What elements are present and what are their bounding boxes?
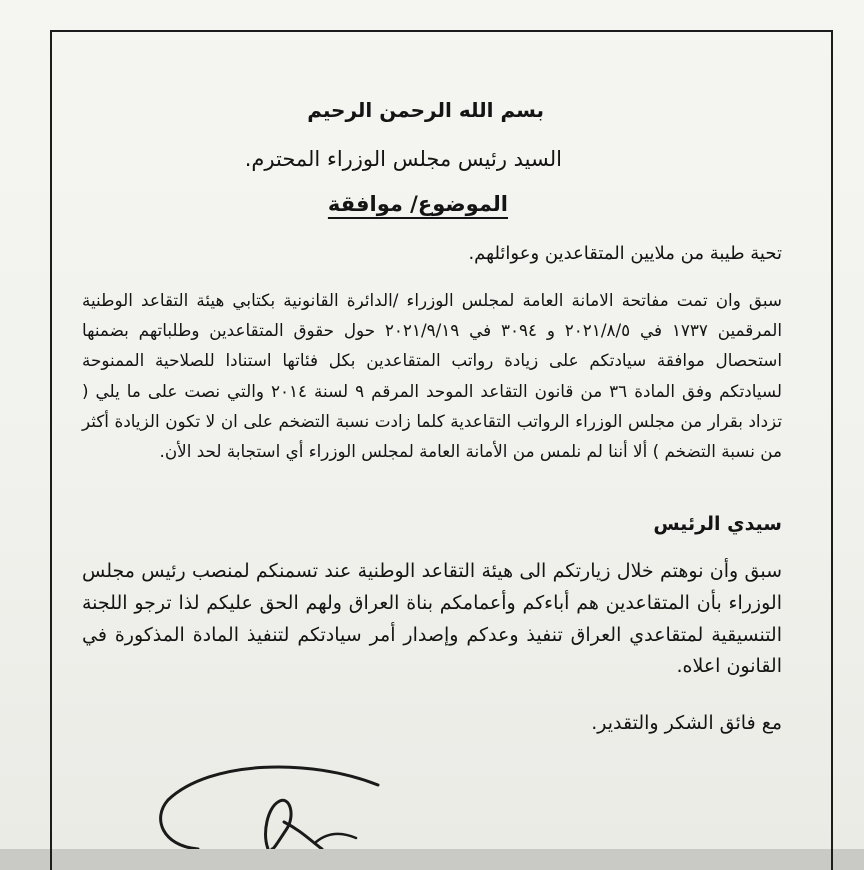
handwritten-signature xyxy=(150,760,380,849)
subject-line: الموضوع/ موافقة xyxy=(327,192,508,216)
salutation-heading: سيدي الرئيس xyxy=(653,513,782,535)
basmala-heading: بسم الله الرحمن الرحيم xyxy=(307,98,544,122)
body-paragraph-1: سبق وان تمت مفاتحة الامانة العامة لمجلس الوزراء /الدائرة القانونية بكتابي هيئة التقاعد الوطنية المرقمين ١٧٣٧ في ٢٠٢١/٨/٥ و ٣٠٩٤ في ٢٠٢١/٩/١٩ حول حقوق المتقاعدين وطلباتهم بضمنها استحصال موافقة سيادتكم على زيادة رواتب المتقاعدين بكل فئاتها استنادا للصلاحية الممنوحة لسيادتكم وفق المادة ٣٦ من قانون التقاعد الموحد المرقم ٩ لسنة ٢٠١٤ والتي نصت على ما يلي ( تزداد بقرار من مجلس الوزراء الرواتب التقاعدية كلما زادت نسبة التضخم على ان لا تكون الزيادة أكثر من نسبة التضخم ) ألا أننا لم نلمس من الأمانة العامة لمجلس الوزراء أي استجابة لحد الأن. xyxy=(82,290,782,462)
body-paragraph-2: سبق وأن نوهتم خلال زيارتكم الى هيئة التقاعد الوطنية عند تسمنكم لمنصب رئيس مجلس الوزراء بأن المتقاعدين هم أباءكم وأعمامكم بناة العراق ولهم الحق عليكم لذا ترجو اللجنة التنسيقية لمتقاعدي العراق تنفيذ وعدكم وإصدار أمر سيادتكم لتنفيذ المادة المذكورة في القانون اعلاه. xyxy=(82,560,782,678)
addressee-line: السيد رئيس مجلس الوزراء المحترم. xyxy=(244,147,562,171)
closing-line: مع فائق الشكر والتقدير. xyxy=(591,712,782,734)
greeting-line: تحية طيبة من ملايين المتقاعدين وعوائلهم. xyxy=(468,243,782,264)
